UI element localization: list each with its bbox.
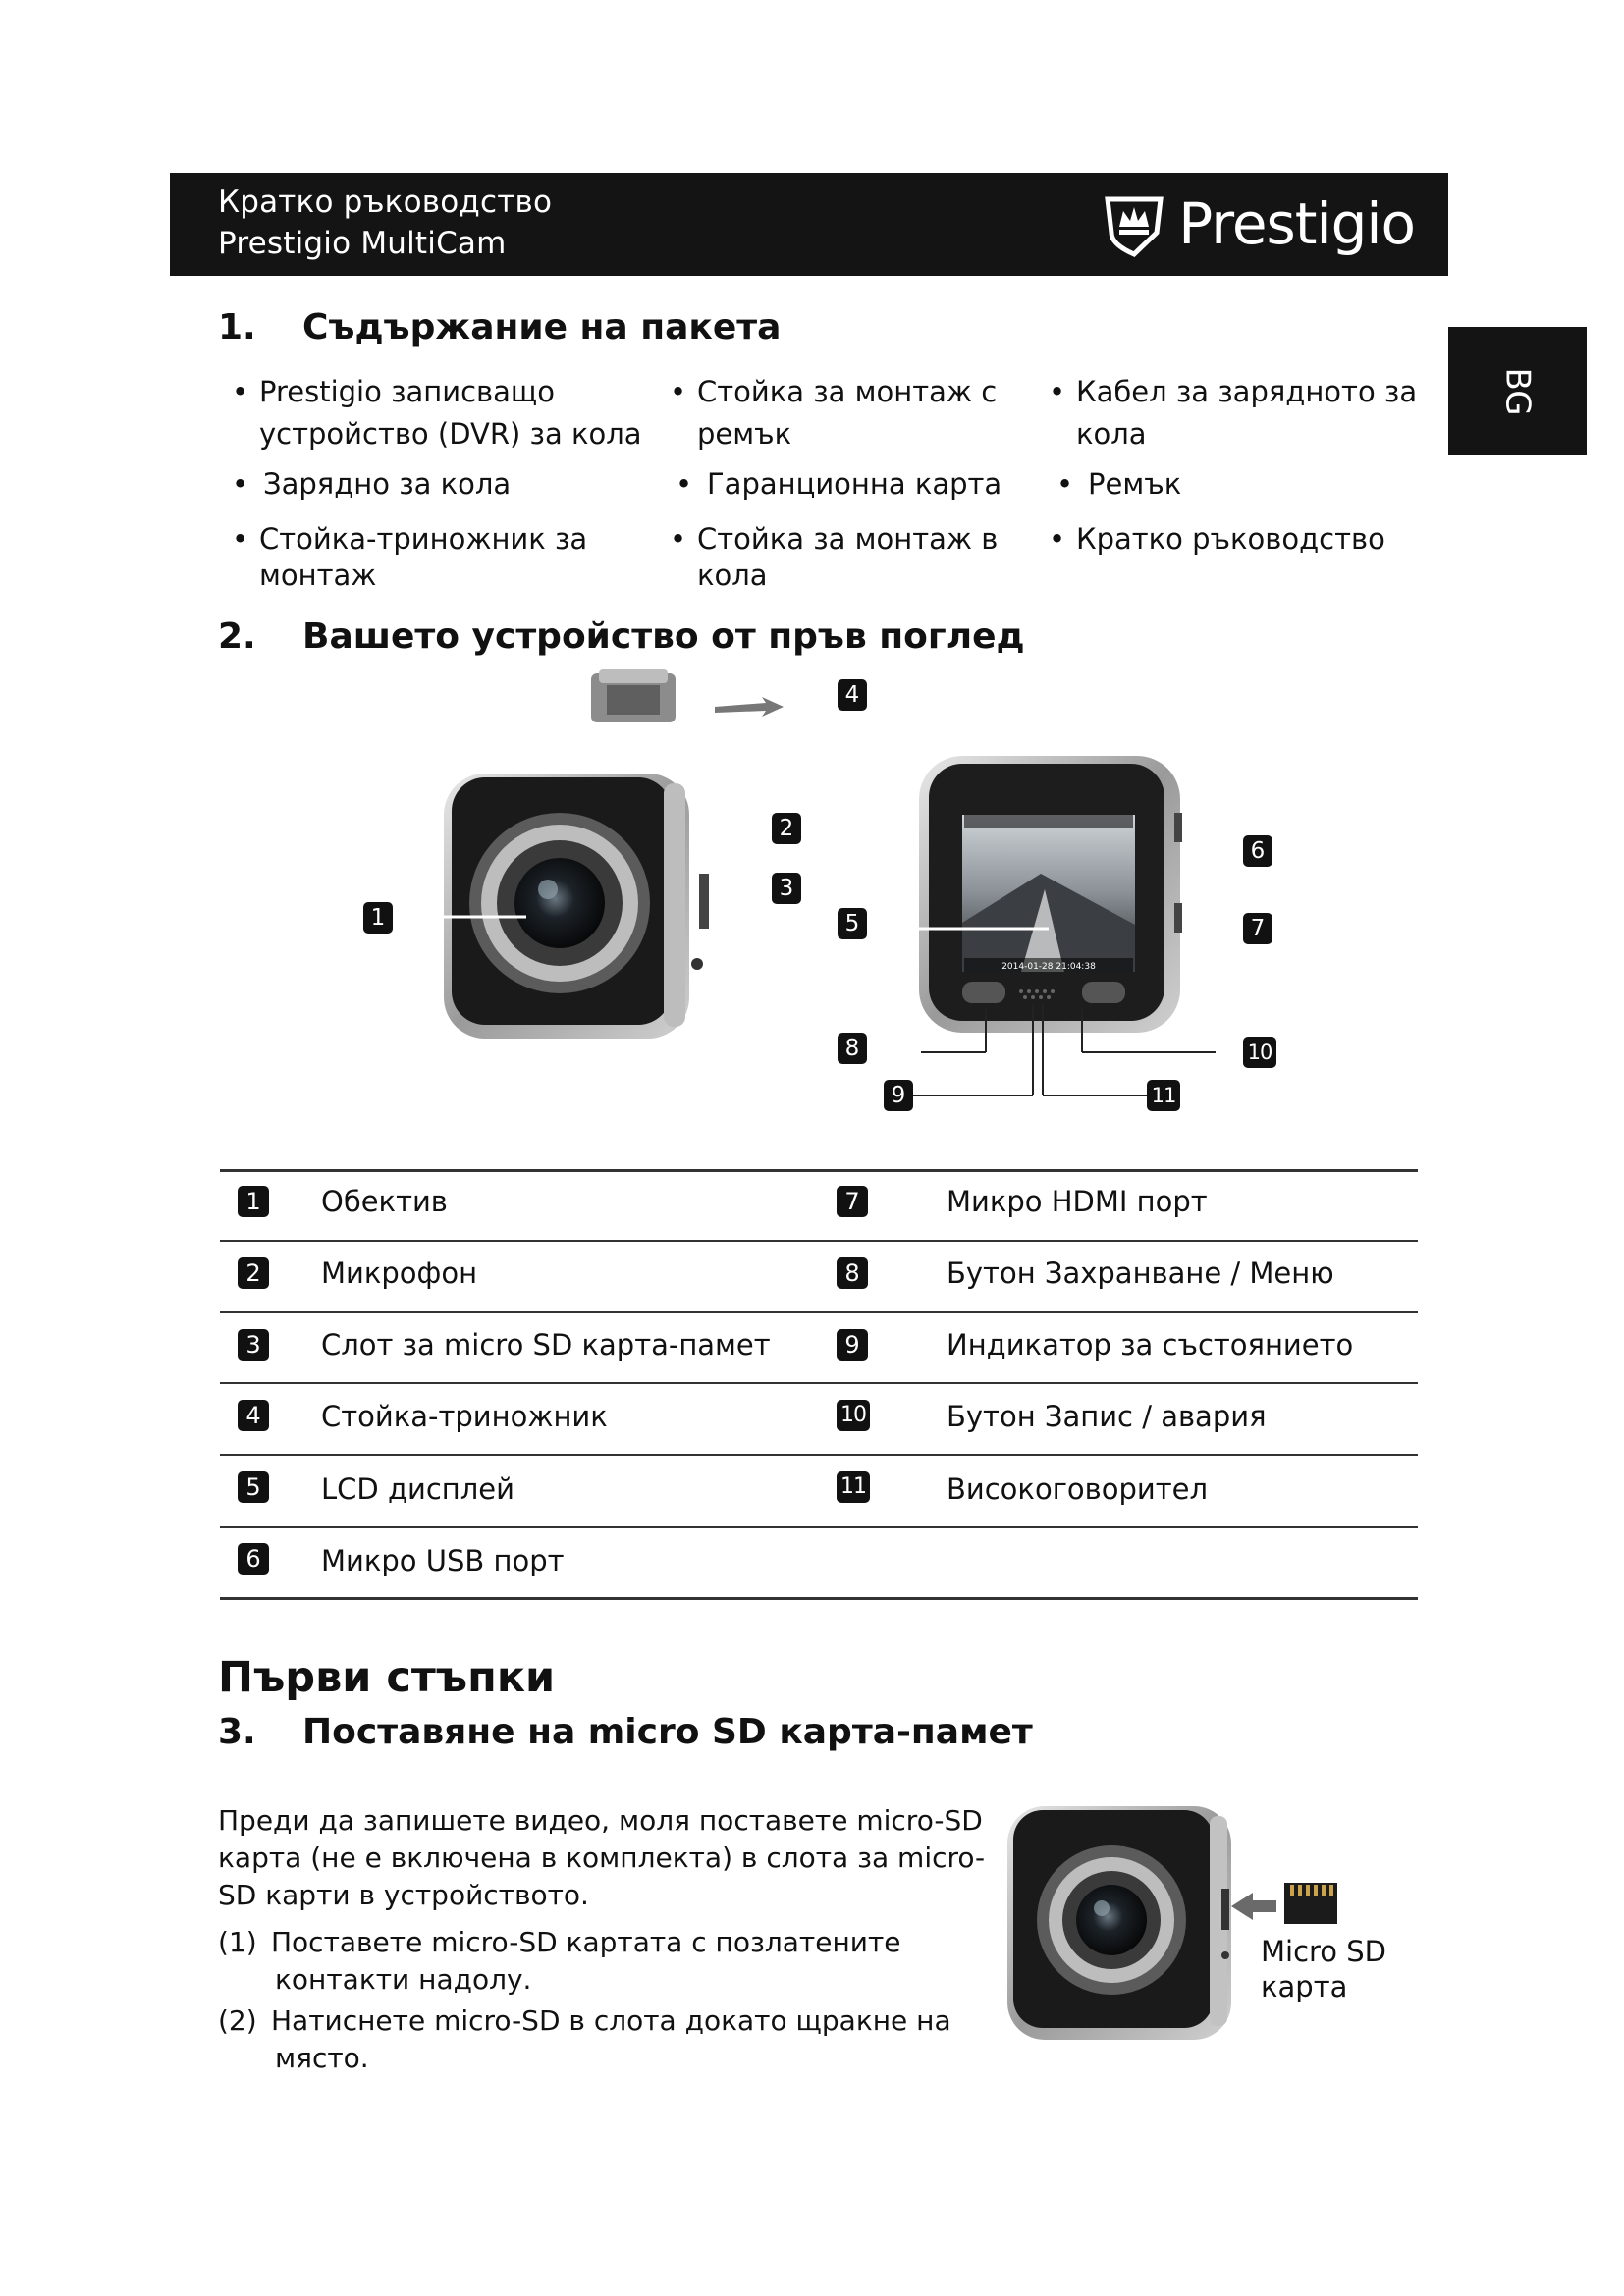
legend-number: 9 <box>837 1329 868 1361</box>
table-rule <box>220 1240 1418 1242</box>
header-product: Prestigio MultiCam <box>218 226 507 261</box>
language-tab <box>1448 327 1587 455</box>
language-code: BG <box>1497 366 1538 416</box>
section1-heading <box>218 307 781 347</box>
section1-title: Съдържание на пакета <box>302 307 782 347</box>
instructions-paragraph: Преди да запишете видео, моля поставете micro-SD карта (не е включена в комплекта) в слота за micro- SD карти в устройството. <box>218 1804 986 1911</box>
sd-card-label: Micro SD карта <box>1261 1935 1387 2003</box>
legend-number: 2 <box>238 1257 269 1289</box>
callout-5: 5 <box>838 908 867 939</box>
legend-number: 1 <box>238 1186 269 1217</box>
callout-10: 10 <box>1243 1037 1276 1068</box>
device-diagram <box>334 667 1335 1119</box>
legend-label: Индикатор за състоянието <box>947 1328 1354 1362</box>
table-rule <box>220 1454 1418 1456</box>
legend-number: 10 <box>837 1400 870 1431</box>
section1-number: 1. <box>218 307 256 347</box>
legend-label: Високоговорител <box>947 1472 1209 1506</box>
package-item: • Кабел за зарядното за кола <box>1049 375 1418 451</box>
legend-number: 6 <box>238 1543 269 1575</box>
camera-rear-view <box>913 756 1216 1095</box>
brand-logo <box>1100 187 1415 261</box>
callout-8: 8 <box>838 1033 867 1064</box>
brand-wordmark: Prestigio <box>1178 190 1415 257</box>
package-item: • Стойка-триножник за монтаж <box>232 522 588 592</box>
legend-label: Микро HDMI порт <box>947 1185 1208 1218</box>
table-rule <box>220 1382 1418 1384</box>
legend-number: 5 <box>238 1471 269 1503</box>
step-2-number: (2) <box>218 2004 257 2037</box>
legend-label: Стойка-триножник <box>321 1400 608 1433</box>
camera-front-view <box>381 774 709 1039</box>
legend-label: Бутон Захранване / Меню <box>947 1256 1334 1290</box>
package-item: • Prestigio записващо устройство (DVR) за кола <box>232 375 642 451</box>
legend-number: 11 <box>837 1471 870 1503</box>
legend-label: Микрофон <box>321 1256 478 1290</box>
section3-number: 3. <box>218 1712 256 1752</box>
table-rule <box>220 1526 1418 1528</box>
callout-6: 6 <box>1243 835 1272 867</box>
tripod-mount-illustration <box>591 669 784 722</box>
section2-number: 2. <box>218 616 256 657</box>
first-steps-title: Първи стъпки <box>218 1653 556 1702</box>
arrow-left-icon <box>1231 1893 1276 1920</box>
section2-heading <box>218 616 1025 657</box>
callout-9: 9 <box>884 1080 913 1111</box>
callout-1: 1 <box>363 902 393 934</box>
section3-heading <box>218 1712 1033 1752</box>
package-item: • Стойка за монтаж с ремък <box>670 375 998 451</box>
section2-title: Вашето устройство от пръв поглед <box>302 616 1025 657</box>
legend-number: 8 <box>837 1257 868 1289</box>
crown-shield-icon <box>1100 189 1168 258</box>
callout-11: 11 <box>1147 1080 1180 1111</box>
legend-label: Микро USB порт <box>321 1544 565 1577</box>
table-rule <box>220 1597 1418 1600</box>
micro-sd-card-icon <box>1284 1883 1337 1924</box>
legend-label: Слот за micro SD карта-памет <box>321 1328 771 1362</box>
legend-label: Обектив <box>321 1185 448 1218</box>
callout-2: 2 <box>772 813 801 844</box>
header-bar <box>170 173 1448 276</box>
legend-number: 3 <box>238 1329 269 1361</box>
header-title: Кратко ръководство <box>218 185 553 220</box>
legend-label: LCD дисплей <box>321 1472 514 1506</box>
package-item: • Гаранционна карта <box>676 467 1002 501</box>
legend-number: 4 <box>238 1400 269 1431</box>
callout-3: 3 <box>772 873 801 904</box>
table-rule <box>220 1311 1418 1313</box>
package-item: • Стойка за монтаж в кола <box>670 522 999 592</box>
screen-timestamp: 2014-01-28 21:04:38 <box>1001 962 1096 972</box>
legend-number: 7 <box>837 1186 868 1217</box>
callout-7: 7 <box>1243 913 1272 944</box>
legend-label: Бутон Запис / авария <box>947 1400 1267 1433</box>
package-item: • Кратко ръководство <box>1049 522 1385 556</box>
table-rule <box>220 1169 1418 1172</box>
sd-insertion-diagram <box>1000 1798 1353 2054</box>
callout-4: 4 <box>838 679 867 711</box>
step-1-number: (1) <box>218 1926 257 1958</box>
package-item: • Зарядно за кола <box>232 467 512 501</box>
section3-title: Поставяне на micro SD карта-памет <box>302 1712 1033 1752</box>
package-item: • Ремък <box>1056 467 1182 501</box>
